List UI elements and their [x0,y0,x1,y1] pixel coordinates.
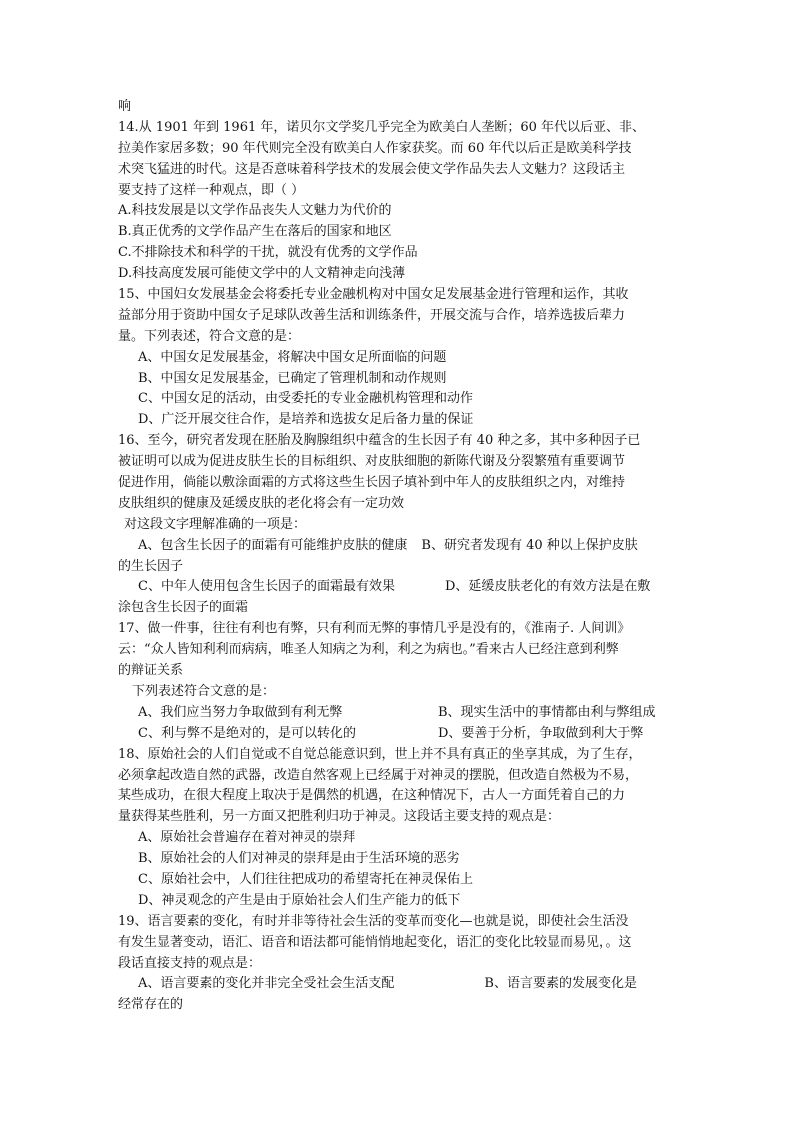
text-line: 经常存在的 [118,997,184,1013]
option-left: A、我们应当努力争取做到有利无弊 [138,704,343,720]
text-line: 的辩证关系 [118,663,184,679]
text-line: 某些成功，在很大程度上取决于是偶然的机遇，在这种情况下，古人一方面凭着自己的力 [118,788,626,804]
option-line: C、原始社会中，人们往往把成功的希望寄托在神灵保佑上 [138,871,473,887]
option-line: 对这段文字理解准确的一项是： [124,516,307,532]
text-line: D.科技高度发展可能使文学中的人文精神走向浅薄 [118,266,406,282]
option-right: D、要善于分析，争取做到利大于弊 [438,725,644,741]
document-page [118,97,678,1016]
text-line: 17、做一件事，往往有利也有弊，只有利而无弊的事情几乎是没有的，《淮南子. 人间训》 [118,621,631,637]
text-line: 有发生显著变动，语汇、语音和语法都可能悄悄地起变化，语汇的变化比较显而易见，。这 [118,934,632,950]
text-line: 量获得某些胜利，另一方面又把胜利归功于神灵。这段话主要支持的观点是： [118,809,561,825]
option-left: A、语言要素的变化并非完全受社会生活支配 [138,976,395,992]
text-line: 云：“众人皆知利利而病病，唯圣人知病之为利，利之为病也。”看来古人已经注意到利弊 [118,642,619,658]
text-line: 14.从 1901 年到 1961 年，诺贝尔文学奖几乎完全为欧美白人垄断；60 年代以后亚、非、 [118,119,646,135]
text-line: 响 [118,99,132,114]
option-right: B、研究者发现有 40 种以上保护皮肤 [421,537,638,553]
text-line: B.真正优秀的文学作品产生在落后的国家和地区 [118,224,392,240]
option-left: A、包含生长因子的面霜有可能维护皮肤的健康 [138,537,408,553]
option-row [118,974,678,995]
text-line: 量。下列表述，符合文意的是： [118,328,301,344]
option-line: D、神灵观念的产生是由于原始社会人们生产能力的低下 [138,892,461,908]
text-line: A.科技发展是以文学作品丧失人文魅力为代价的 [118,203,392,219]
text-line: 的生长因子 [118,558,184,574]
option-right: B、现实生活中的事情都由利与弊组成 [438,704,656,720]
text-line: 拉美作家居多数；90 年代则完全没有欧美白人作家获奖。而 60 年代以后正是欧美科学技 [118,140,632,156]
text-line: 16、至今，研究者发现在胚胎及胸腺组织中蕴含的生长因子有 40 种之多，其中多种因子已 [118,433,641,449]
text-line: 被证明可以成为促进皮肤生长的目标组织、对皮肤细胞的新陈代谢及分裂繁殖有重要调节 [118,454,626,470]
option-line: D、广泛开展交往合作，是培养和选拔女足后备力量的保证 [138,412,474,428]
text-line: 段话直接支持的观点是： [118,955,262,971]
text-line: 要支持了这样一种观点，即（ ） [118,182,305,198]
option-line: 下列表述符合文意的是： [132,683,276,699]
option-line: C、中国女足的活动，由受委托的专业金融机构管理和动作 [138,391,473,407]
text-line: 益部分用于资助中国女子足球队改善生活和训练条件，开展交流与合作，培养选拔后辈力 [118,307,626,323]
option-right: B、语言要素的发展变化是 [484,976,637,992]
option-line: B、中国女足发展基金，已确定了管理机制和动作规则 [138,370,447,386]
option-line: A、原始社会普遍存在着对神灵的崇拜 [138,830,356,846]
text-line: 皮肤组织的健康及延缓皮肤的老化将会有一定功效 [118,495,405,511]
text-line: 涂包含生长因子的面霜 [118,600,249,616]
option-line: A、中国女足发展基金，将解决中国女足所面临的问题 [138,349,447,365]
text-line: 19、语言要素的变化，有时并非等待社会生活的变革而变化—也就是说，即使社会生活没 [118,913,629,929]
option-row [118,703,678,724]
option-right: D、延缓皮肤老化的有效方法是在敷 [444,579,651,595]
text-line: C.不排除技术和科学的干扰，就没有优秀的文学作品 [118,245,418,261]
option-left: C、利与弊不是绝对的，是可以转化的 [138,725,356,741]
text-line: 15、中国妇女发展基金会将委托专业金融机构对中国女足发展基金进行管理和运作，其收 [118,287,629,303]
option-left: C、中年人使用包含生长因子的面霜最有效果 [138,579,395,595]
text-line: 必须拿起改造自然的武器，改造自然客观上已经属于对神灵的摆脱，但改造自然极为不易， [118,767,639,783]
option-row [118,724,678,745]
text-line: 18、原始社会的人们自觉或不自觉总能意识到，世上并不具有真正的坐享其成，为了生存， [118,746,642,762]
option-row [118,536,678,557]
option-line: B、原始社会的人们对神灵的崇拜是由于生活环境的恶劣 [138,851,460,867]
text-line: 促进作用，倘能以敷涂面霜的方式将这些生长因子填补到中年人的皮肤组织之内，对维持 [118,475,626,491]
option-row [118,577,678,598]
text-line: 术突飞猛进的时代。这是否意味着科学技术的发展会使文学作品失去人文魅力？这段话主 [118,161,626,177]
